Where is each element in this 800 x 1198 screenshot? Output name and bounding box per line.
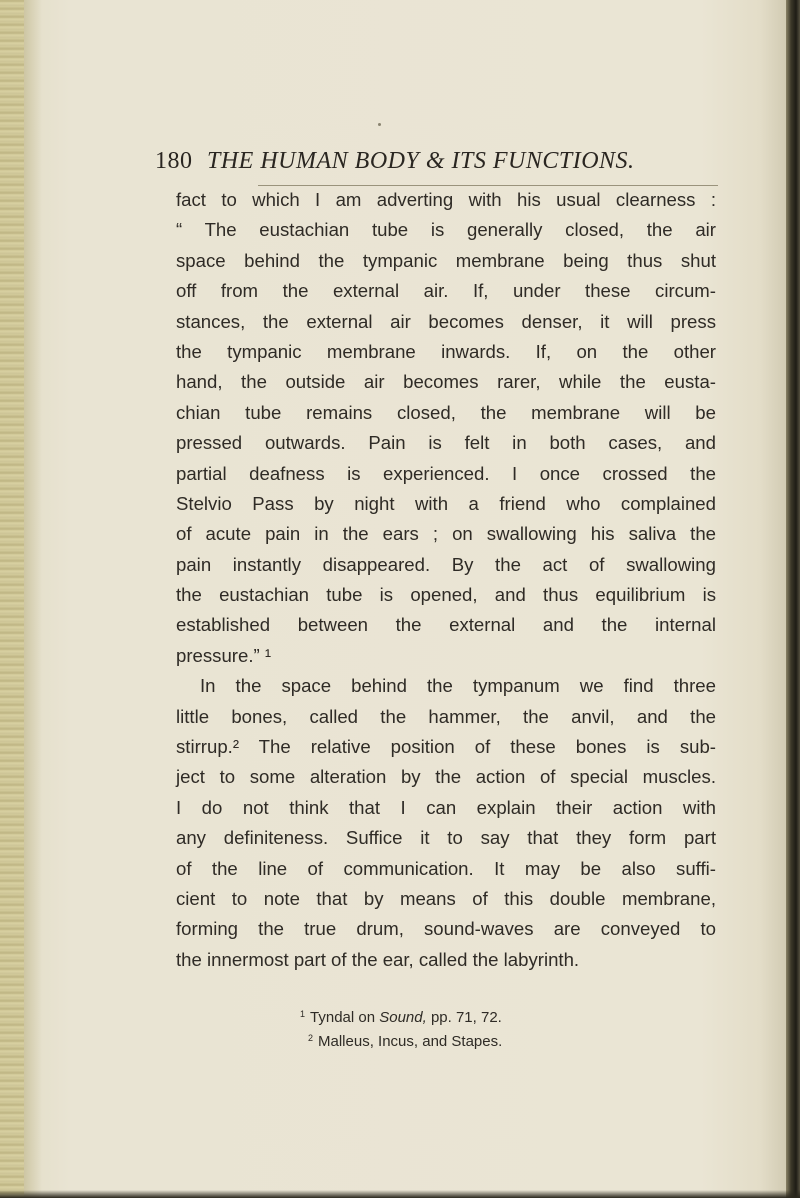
running-title: THE HUMAN BODY & ITS FUNCTIONS. [207,148,635,174]
footnote-text: Tyndal on [310,1009,380,1026]
text-line: pressure.” ¹ [176,644,272,666]
text-line: ject to some alteration by the action of special muscles. [176,766,716,788]
gutter-shadow [24,0,42,1198]
paper-speck [378,123,381,126]
text-line: of acute pain in the ears ; on swallowing his saliva the [176,523,716,545]
text-line: pressed outwards. Pain is felt in both cases, and [176,432,716,454]
text-line: the innermost part of the ear, called the labyrinth. [176,948,580,970]
text-line: hand, the outside air becomes rarer, while the eusta- [176,371,716,393]
text-line: off from the external air. If, under these circum- [176,280,716,302]
text-line: I do not think that I can explain their action with [176,796,716,818]
footnote-italic-title: Sound, [379,1009,427,1026]
text-line: space behind the tympanic membrane being thus shut [176,249,716,271]
text-line: In the space behind the tympanum we find three [200,675,716,697]
footnote [300,1028,502,1052]
text-line: partial deafness is experienced. I once crossed the [176,462,716,484]
text-line: little bones, called the hammer, the anvil, and the [176,705,716,727]
page-number: 180 [155,148,193,174]
footnotes [300,1004,502,1052]
footnote [300,1004,502,1028]
running-header [155,148,715,175]
text-line: Stelvio Pass by night with a friend who complained [176,492,716,514]
text-line: established between the external and the internal [176,614,716,636]
page-bottom-edge [0,1190,800,1198]
footnote-mark: 1 [300,1009,306,1019]
text-line: the eustachian tube is opened, and thus equilibrium is [176,584,716,606]
text-line: of the line of communication. It may be also suffi- [176,857,716,879]
text-line: forming the true drum, sound-waves are conveyed to [176,918,716,940]
text-line: the tympanic membrane inwards. If, on the other [176,340,716,362]
text-line: any definiteness. Suffice it to say that they form part [176,827,716,849]
footnote-mark: 2 [308,1033,314,1043]
footnote-pages: pp. 71, 72. [426,1009,502,1026]
body-text [176,185,716,975]
text-line: stirrup.² The relative position of these bones is sub- [176,736,716,758]
text-line: stances, the external air becomes denser, it will press [176,310,716,332]
page-gutter-edge [0,0,24,1198]
text-line: fact to which I am adverting with his usual clearness : [176,189,716,210]
text-line: chian tube remains closed, the membrane will be [176,401,716,423]
text-line: pain instantly disappeared. By the act of swallowing [176,553,716,575]
text-line: “ The eustachian tube is generally closed, the air [176,219,716,241]
footnote-text: Malleus, Incus, and Stapes. [318,1033,503,1050]
page-right-edge [786,0,800,1198]
text-line: cient to note that by means of this double membrane, [176,887,716,909]
